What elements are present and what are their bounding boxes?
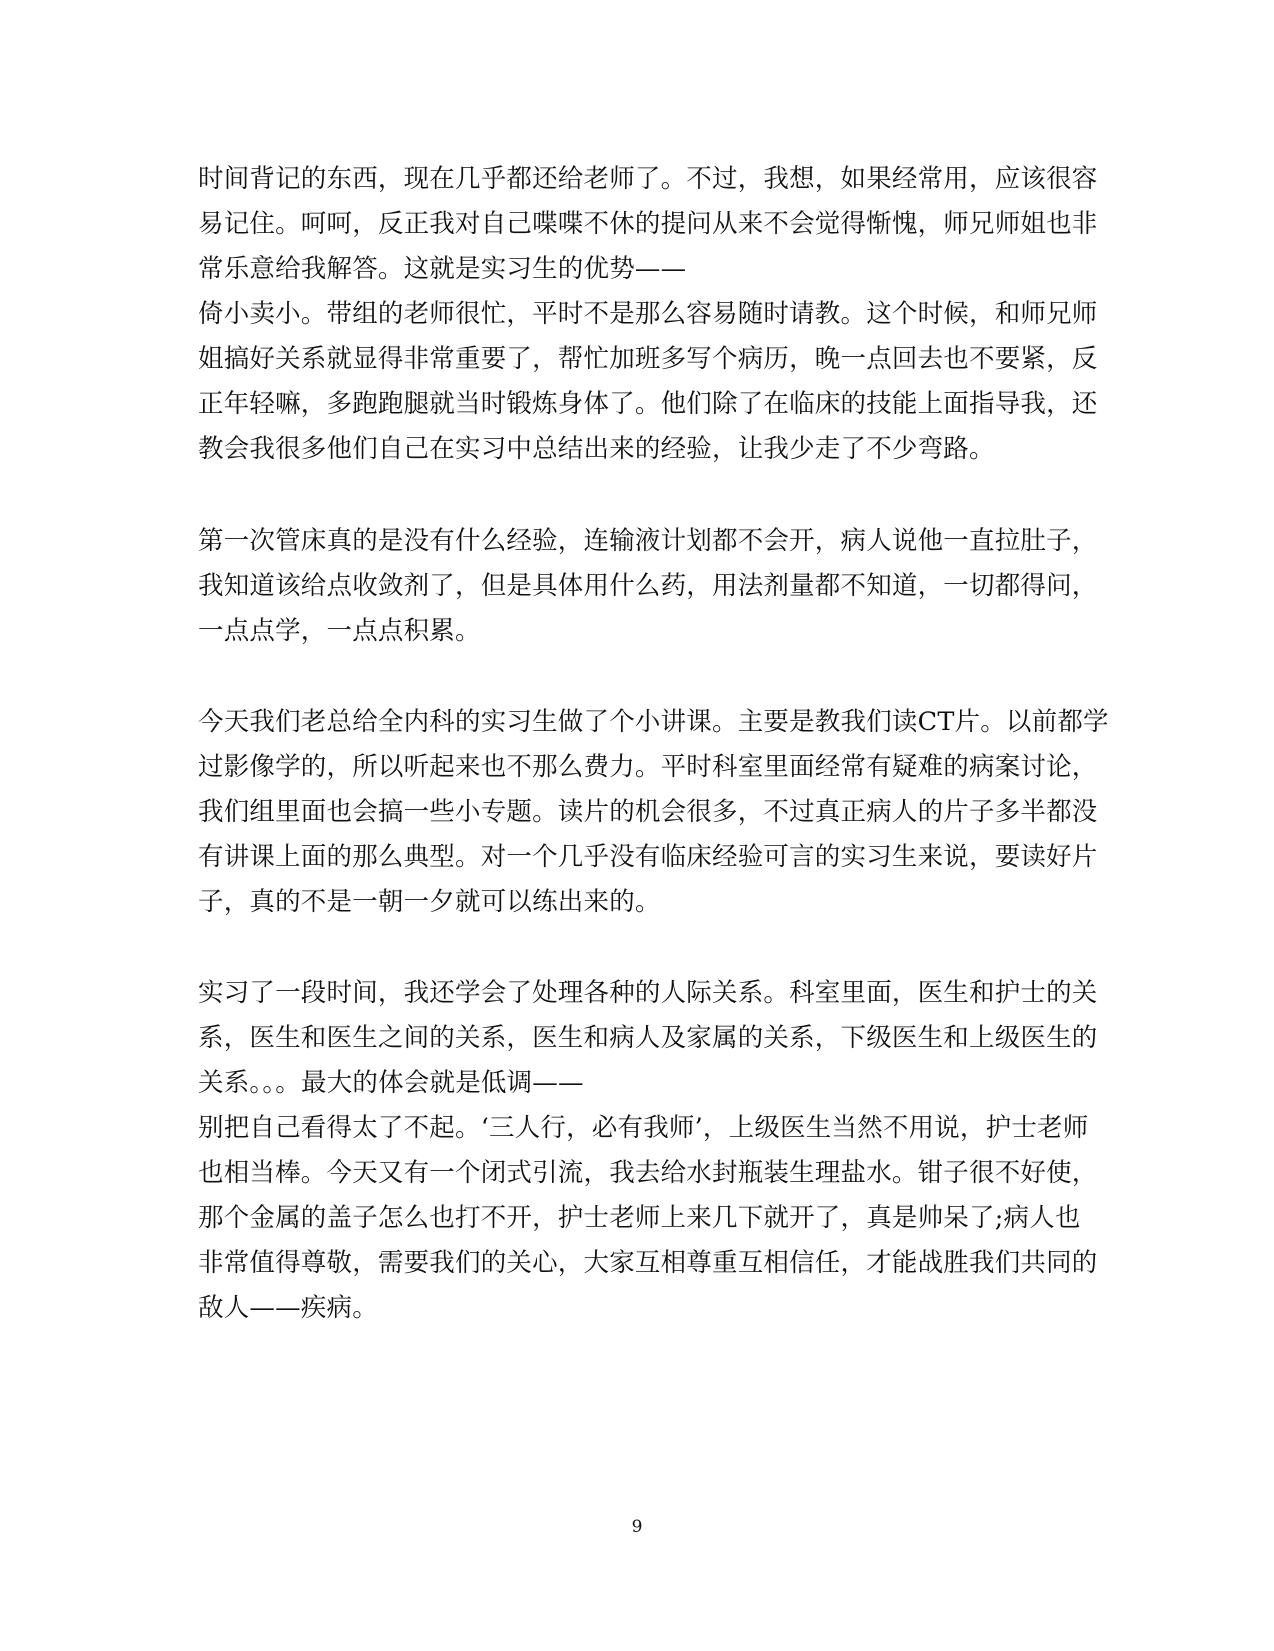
- text-line: 子，真的不是一朝一夕就可以练出来的。: [198, 887, 661, 917]
- text-line: 今天我们老总给全内科的实习生做了个小讲课。主要是教我们读CT片。以前都学: [198, 707, 1109, 737]
- text-line: 我们组里面也会搞一些小专题。读片的机会很多，不过真正病人的片子多半都没: [198, 797, 1098, 827]
- text-line: 常乐意给我解答。这就是实习生的优势——: [198, 254, 687, 284]
- text-line: 系，医生和医生之间的关系，医生和病人及家属的关系，下级医生和上级医生的: [198, 1023, 1098, 1053]
- text-line: 那个金属的盖子怎么也打不开，护士老师上来几下就开了，真是帅呆了;病人也: [198, 1203, 1081, 1233]
- text-line: 过影像学的，所以听起来也不那么费力。平时科室里面经常有疑难的病案讨论，: [198, 752, 1098, 782]
- text-line: 关系。。。最大的体会就是低调——: [198, 1068, 584, 1098]
- text-line: 非常值得尊敬，需要我们的关心，大家互相尊重互相信任，才能战胜我们共同的: [198, 1248, 1098, 1278]
- text-line: 正年轻嘛，多跑跑腿就当时锻炼身体了。他们除了在临床的技能上面指导我，还: [198, 389, 1098, 419]
- text-line: 第一次管床真的是没有什么经验，连输液计划都不会开，病人说他一直拉肚子，: [198, 526, 1098, 556]
- page-number: 9: [631, 1517, 643, 1537]
- text-line: 我知道该给点收敛剂了，但是具体用什么药，用法剂量都不知道，一切都得问，: [198, 571, 1098, 601]
- text-line: 实习了一段时间，我还学会了处理各种的人际关系。科室里面，医生和护士的关: [198, 978, 1098, 1008]
- text-line: 敌人——疾病。: [198, 1293, 378, 1323]
- text-line: 也相当棒。今天又有一个闭式引流，我去给水封瓶装生理盐水。钳子很不好使，: [198, 1158, 1098, 1188]
- text-line: 一点点学，一点点积累。: [198, 616, 481, 646]
- text-line: 别把自己看得太了不起。‘三人行，必有我师’，上级医生当然不用说，护士老师: [198, 1113, 1089, 1143]
- text-line: 有讲课上面的那么典型。对一个几乎没有临床经验可言的实习生来说，要读好片: [198, 842, 1098, 872]
- text-line: 时间背记的东西，现在几乎都还给老师了。不过，我想，如果经常用，应该很容: [198, 164, 1098, 194]
- text-line: 倚小卖小。带组的老师很忙，平时不是那么容易随时请教。这个时候，和师兄师: [198, 299, 1098, 329]
- text-line: 教会我很多他们自己在实习中总结出来的经验，让我少走了不少弯路。: [198, 434, 995, 464]
- text-line: 易记住。呵呵，反正我对自己喋喋不休的提问从来不会觉得惭愧，师兄师姐也非: [198, 209, 1098, 239]
- text-line: 姐搞好关系就显得非常重要了，帮忙加班多写个病历，晚一点回去也不要紧，反: [198, 344, 1098, 374]
